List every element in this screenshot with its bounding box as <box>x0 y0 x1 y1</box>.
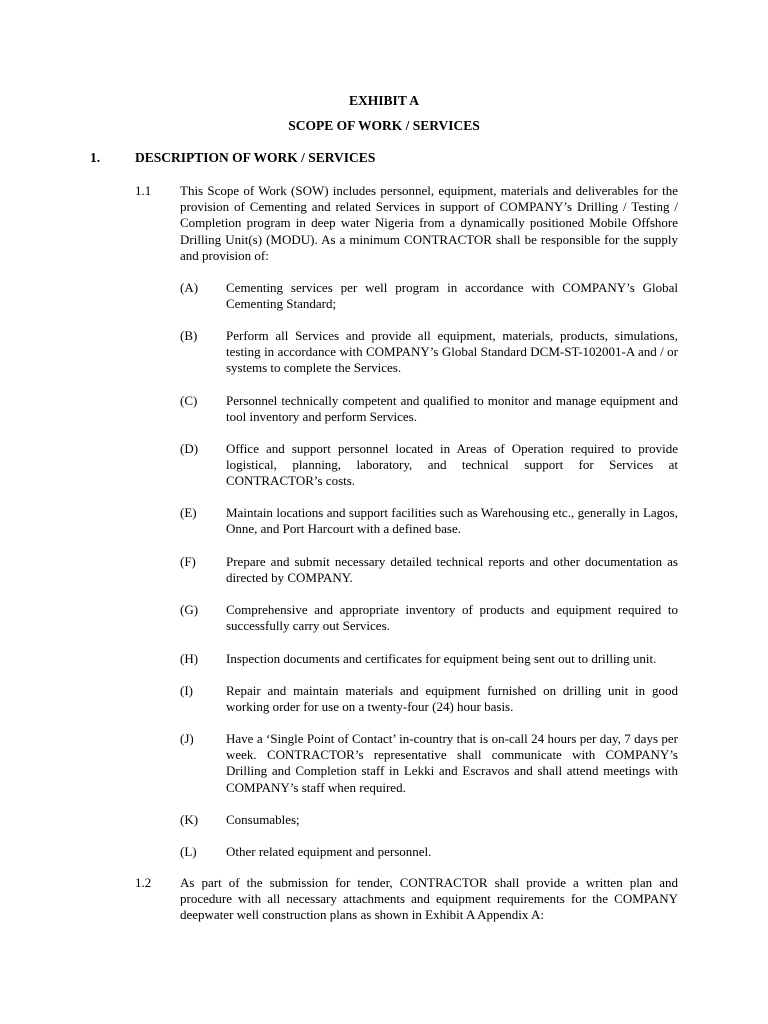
list-item-text: Cementing services per well program in accordance with COMPANY’s Global Cementing Standard; <box>226 280 678 312</box>
list-item-text: Perform all Services and provide all equipment, materials, products, simulations, testing in accordance with COMPANY’s Global Standard DCM-ST-102001-A and / or systems to complete the Services. <box>226 328 678 376</box>
list-item-label: (E) <box>180 505 197 520</box>
scope-title: SCOPE OF WORK / SERVICES <box>288 118 480 133</box>
list-item-text: Have a ‘Single Point of Contact’ in-country that is on-call 24 hours per day, 7 days per week. CONTRACTOR’s representative shall communicate with COMPANY’s Drilling and Completion staff in Lekki and Escravos and shall attend meetings with COMPANY’s staff when required. <box>226 731 678 795</box>
list-item-label: (C) <box>180 393 198 408</box>
list-item-label: (L) <box>180 844 197 859</box>
list-item-label: (I) <box>180 683 193 698</box>
list-item-text: Other related equipment and personnel. <box>226 844 432 859</box>
clause-text: As part of the submission for tender, CONTRACTOR shall provide a written plan and procedure with all necessary attachments and equipment requirements for the COMPANY deepwater well construction plans as shown in Exhibit A Appendix A: <box>180 875 678 923</box>
list-item-text: Consumables; <box>226 812 300 827</box>
list-item-text: Personnel technically competent and qualified to monitor and manage equipment and tool inventory and perform Services. <box>226 393 678 425</box>
section-number: 1. <box>90 150 101 165</box>
list-item-label: (F) <box>180 554 196 569</box>
list-item-label: (H) <box>180 651 199 666</box>
list-item-label: (B) <box>180 328 198 343</box>
list-item-text: Repair and maintain materials and equipment furnished on drilling unit in good working order for use on a twenty-four (24) hour basis. <box>226 683 678 715</box>
list-item-text: Prepare and submit necessary detailed technical reports and other documentation as directed by COMPANY. <box>226 554 678 586</box>
section-title: DESCRIPTION OF WORK / SERVICES <box>135 150 376 165</box>
list-item-text: Office and support personnel located in Areas of Operation required to provide logistical, planning, laboratory, and technical support for Services at CONTRACTOR’s costs. <box>226 441 678 489</box>
clause-text: This Scope of Work (SOW) includes personnel, equipment, materials and deliverables for the provision of Cementing and related Services in support of COMPANY’s Drilling / Testing / Completion program in deep water Nigeria from a dynamically positioned Mobile Offshore Drilling Unit(s) (MODU). As a minimum CONTRACTOR shall be responsible for the supply and provision of: <box>180 183 678 263</box>
list-item-text: Comprehensive and appropriate inventory of products and equipment required to successfully carry out Services. <box>226 602 678 634</box>
list-item-label: (J) <box>180 731 194 746</box>
exhibit-title: EXHIBIT A <box>349 93 419 108</box>
list-item-text: Inspection documents and certificates for equipment being sent out to drilling unit. <box>226 651 657 666</box>
list-item-text: Maintain locations and support facilities such as Warehousing etc., generally in Lagos, Onne, and Port Harcourt with a defined base. <box>226 505 678 537</box>
list-item-label: (G) <box>180 602 199 617</box>
clause-number: 1.1 <box>135 183 152 198</box>
list-item-label: (D) <box>180 441 199 456</box>
list-item-label: (A) <box>180 280 199 295</box>
list-item-label: (K) <box>180 812 199 827</box>
clause-number: 1.2 <box>135 875 152 890</box>
